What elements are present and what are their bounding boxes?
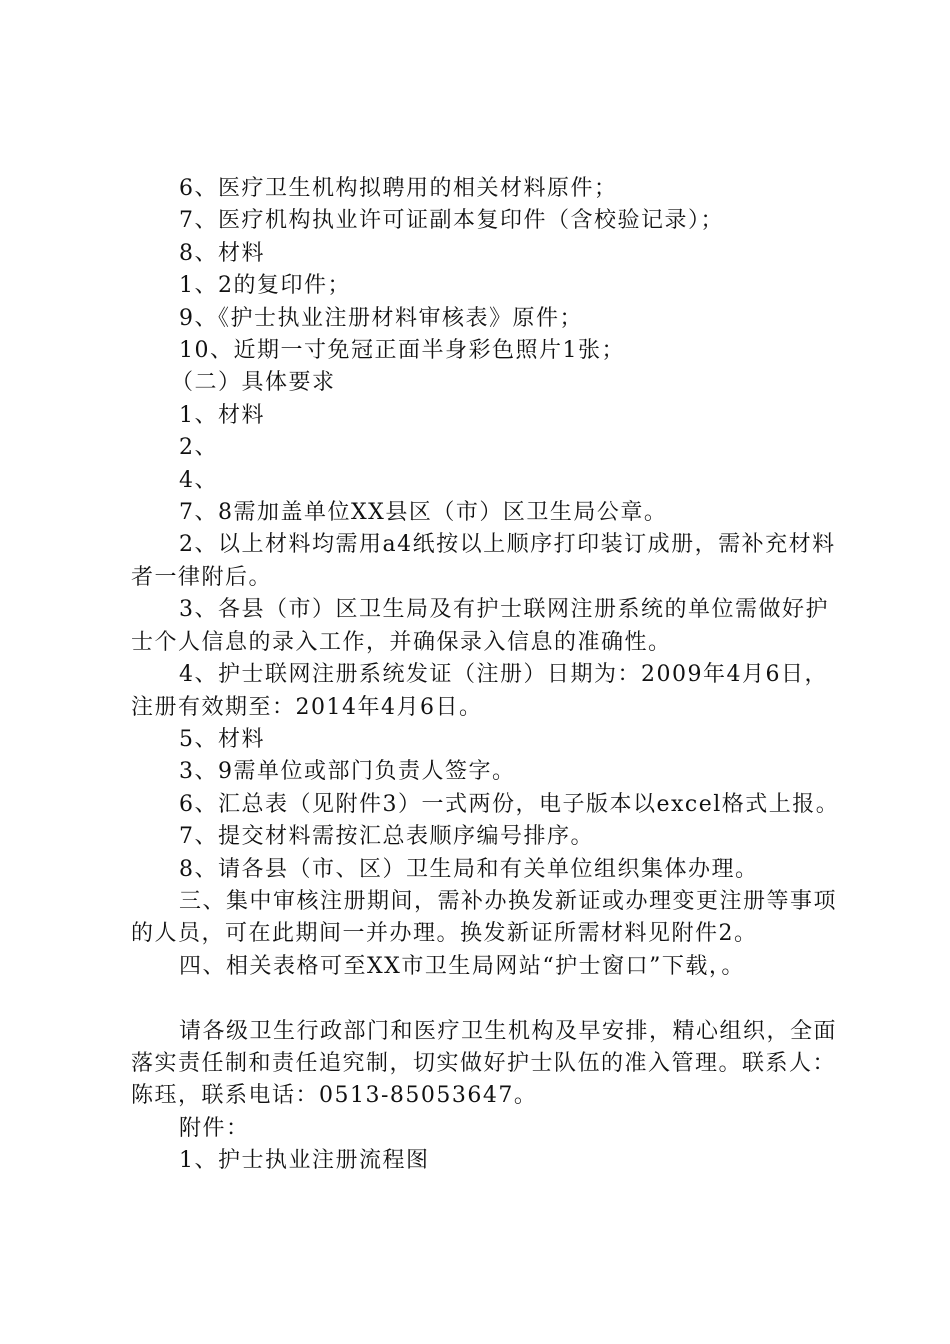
paragraph: 3、9需单位或部门负责人签字。 xyxy=(179,759,516,785)
attachment-item: 1、护士执业注册流程图 xyxy=(179,1148,430,1174)
paragraph: 7、提交材料需按汇总表顺序编号排序。 xyxy=(179,824,594,850)
paragraph: 10、近期一寸免冠正面半身彩色照片1张； xyxy=(179,338,625,364)
paragraph: 请各级卫生行政部门和医疗卫生机构及早安排，精心组织，全面落实责任制和责任追究制，切实做好护士队伍的准入管理。联系人：陈珏，联系电话：0513-85053647。 xyxy=(131,1018,838,1109)
paragraph: 2、以上材料均需用a4纸按以上顺序打印装订成册，需补充材料者一律附后。 xyxy=(131,532,836,590)
paragraph: 7、医疗机构执业许可证副本复印件（含校验记录）； xyxy=(179,208,724,234)
paragraph: 四、相关表格可至XX市卫生局网站“护士窗口”下载，。 xyxy=(179,953,745,979)
blank-line xyxy=(131,983,847,1015)
paragraph: 6、汇总表（见附件3）一式两份，电子版本以excel格式上报。 xyxy=(179,791,840,817)
paragraph: 4、 xyxy=(179,467,218,493)
paragraph: 8、材料 xyxy=(179,240,265,266)
section-heading: （二）具体要求 xyxy=(171,370,336,396)
paragraph: 7、8需加盖单位XX县区（市）区卫生局公章。 xyxy=(179,500,668,526)
paragraph: 9、《护士执业注册材料审核表》原件； xyxy=(179,305,583,331)
paragraph: 6、医疗卫生机构拟聘用的相关材料原件； xyxy=(179,176,618,201)
paragraph: 5、材料 xyxy=(179,726,265,752)
paragraph: 8、请各县（市、区）卫生局和有关单位组织集体办理。 xyxy=(179,856,759,882)
document-body xyxy=(131,173,847,1178)
paragraph: 三、集中审核注册期间，需补办换发新证或办理变更注册等事项的人员，可在此期间一并办理。换发新证所需材料见附件2。 xyxy=(131,888,838,947)
paragraph: 1、2的复印件； xyxy=(179,273,351,299)
attachments-label: 附件： xyxy=(179,1115,250,1141)
paragraph: 4、护士联网注册系统发证（注册）日期为：2009年4月6日，注册有效期至：2014年4月6日。 xyxy=(131,662,828,720)
paragraph: 1、材料 xyxy=(179,402,265,428)
paragraph: 3、各县（市）区卫生局及有护士联网注册系统的单位需做好护士个人信息的录入工作，并确保录入信息的准确性。 xyxy=(131,597,829,655)
paragraph: 2、 xyxy=(179,435,218,461)
